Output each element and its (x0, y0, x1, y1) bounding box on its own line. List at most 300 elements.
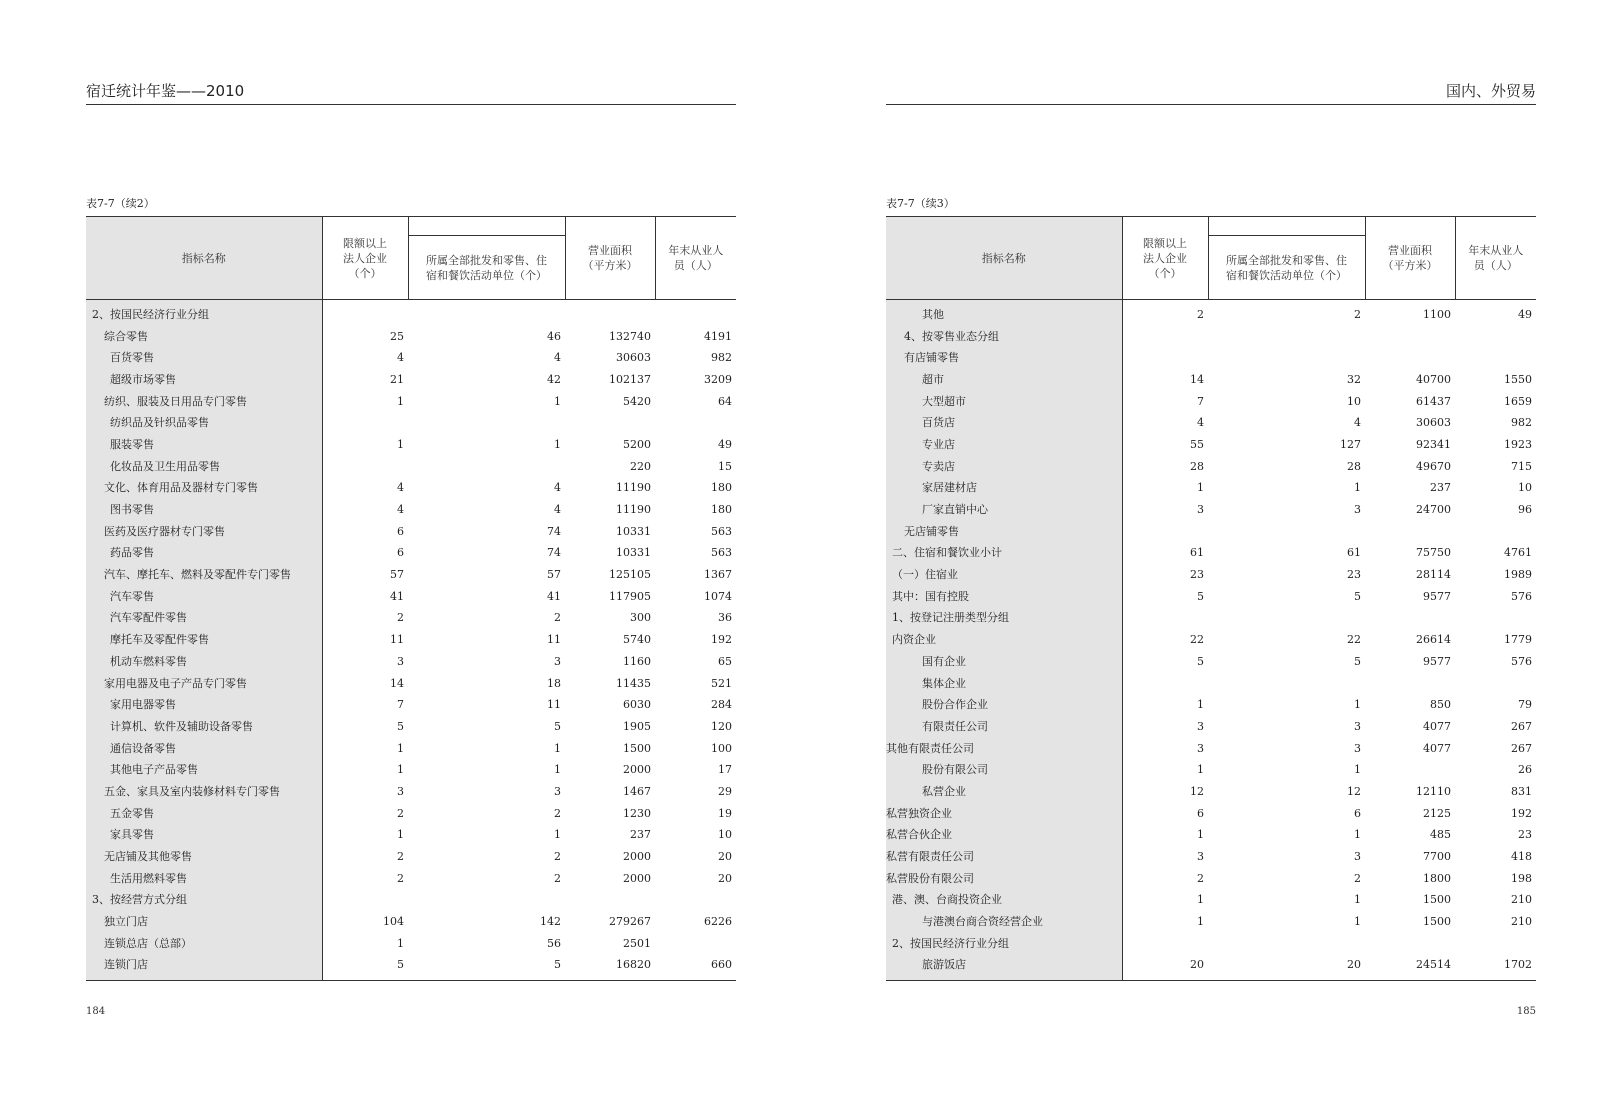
table-row (86, 868, 736, 890)
table-row (886, 391, 1536, 413)
table-row (86, 456, 736, 478)
business-area-value: 6030 (623, 698, 651, 712)
employees-value: 192 (711, 633, 732, 647)
table-row (886, 716, 1536, 738)
limit-above-value: 3 (397, 654, 404, 668)
limit-above-value: 1 (397, 741, 404, 755)
limit-above-value (322, 300, 408, 326)
business-area-value (1365, 673, 1455, 695)
table-row (886, 781, 1536, 803)
business-area-value: 12110 (1416, 784, 1451, 798)
limit-above-value: 55 (1190, 437, 1204, 451)
row-name: 服装零售 (86, 434, 322, 456)
header-employees: 年末从业人 员（人） (655, 217, 736, 300)
row-name: 纺织、服装及日用品专门零售 (86, 391, 322, 413)
table-row (886, 521, 1536, 543)
employees-value: 418 (1511, 850, 1532, 864)
limit-above-value (1122, 933, 1208, 955)
limit-above-value (1122, 326, 1208, 348)
business-area-value: 220 (630, 459, 651, 473)
business-area-value: 10331 (616, 546, 651, 560)
employees-value: 576 (1511, 589, 1532, 603)
employees-value: 49 (1518, 307, 1532, 321)
business-area-value: 102137 (609, 372, 651, 386)
running-head (86, 84, 736, 105)
employees-value: 180 (711, 481, 732, 495)
chapter-title: 国内、外贸易 (1445, 82, 1536, 100)
table-row (86, 300, 736, 326)
activity-units-value: 4 (1354, 416, 1361, 430)
row-name: 股份合作企业 (886, 694, 1122, 716)
employees-value (1455, 608, 1536, 630)
limit-above-value: 2 (1197, 307, 1204, 321)
activity-units-value: 2 (554, 871, 561, 885)
employees-value: 20 (718, 871, 732, 885)
table-body (86, 300, 736, 981)
employees-value: 982 (1511, 416, 1532, 430)
row-name: 纺织品及针织品零售 (86, 412, 322, 434)
table-caption: 表7-7（续2） (86, 197, 155, 210)
business-area-value: 24514 (1416, 958, 1451, 972)
table-row (86, 326, 736, 348)
table-row (86, 586, 736, 608)
table-row (86, 738, 736, 760)
employees-value: 267 (1511, 719, 1532, 733)
employees-value: 1779 (1504, 633, 1532, 647)
activity-units-value: 5 (1354, 589, 1361, 603)
table-row (886, 868, 1536, 890)
activity-units-value: 3 (1354, 741, 1361, 755)
row-name: 汽车零配件零售 (86, 608, 322, 630)
employees-value: 1702 (1504, 958, 1532, 972)
table-row (886, 955, 1536, 981)
employees-value: 10 (718, 828, 732, 842)
limit-above-value: 7 (397, 698, 404, 712)
business-area-value (565, 412, 655, 434)
row-name: 五金零售 (86, 803, 322, 825)
business-area-value: 5420 (623, 394, 651, 408)
table-row (86, 629, 736, 651)
activity-units-value: 5 (1354, 654, 1361, 668)
left-page (86, 0, 736, 1099)
page-number: 184 (86, 1006, 106, 1017)
limit-above-value (322, 890, 408, 912)
limit-above-value: 1 (397, 437, 404, 451)
header-indicator-name: 指标名称 (86, 217, 322, 300)
activity-units-value (408, 890, 565, 912)
activity-units-value: 11 (547, 633, 561, 647)
row-name: 4、按零售业态分组 (886, 326, 1122, 348)
business-area-value: 24700 (1416, 503, 1451, 517)
business-area-value: 16820 (616, 958, 651, 972)
business-area-value (1365, 347, 1455, 369)
business-area-value: 132740 (609, 329, 651, 343)
row-name: 专卖店 (886, 456, 1122, 478)
limit-above-value: 3 (397, 784, 404, 798)
business-area-value: 28114 (1416, 568, 1451, 582)
activity-units-value: 3 (554, 784, 561, 798)
activity-units-value: 1 (1354, 763, 1361, 777)
employees-value: 192 (1511, 806, 1532, 820)
limit-above-value: 3 (1197, 850, 1204, 864)
business-area-value: 125105 (609, 568, 651, 582)
activity-units-value: 57 (547, 568, 561, 582)
activity-units-value: 3 (554, 654, 561, 668)
activity-units-value: 2 (554, 850, 561, 864)
limit-above-value: 22 (1190, 633, 1204, 647)
limit-above-value: 4 (1197, 416, 1204, 430)
table-row (86, 499, 736, 521)
table-row (86, 391, 736, 413)
employees-value: 210 (1511, 915, 1532, 929)
business-area-value: 7700 (1423, 850, 1451, 864)
row-name: 文化、体育用品及器材专门零售 (86, 478, 322, 500)
row-name: 集体企业 (886, 673, 1122, 695)
row-name: 百货店 (886, 412, 1122, 434)
limit-above-value: 104 (383, 915, 404, 929)
activity-units-value (1208, 608, 1365, 630)
employees-value: 10 (1518, 481, 1532, 495)
employees-value: 36 (718, 611, 732, 625)
header-employees: 年末从业人 员（人） (1455, 217, 1536, 300)
table-row (886, 543, 1536, 565)
employees-value (1455, 521, 1536, 543)
activity-units-value: 20 (1347, 958, 1361, 972)
limit-above-value: 3 (1197, 741, 1204, 755)
row-name: 1、按登记注册类型分组 (886, 608, 1122, 630)
business-area-value: 9577 (1423, 654, 1451, 668)
statistics-table (86, 216, 736, 981)
limit-above-value: 28 (1190, 459, 1204, 473)
business-area-value (1365, 759, 1455, 781)
employees-value: 1550 (1504, 372, 1532, 386)
limit-above-value: 21 (390, 372, 404, 386)
business-area-value: 2000 (623, 763, 651, 777)
limit-above-value: 4 (397, 481, 404, 495)
employees-value: 4191 (704, 329, 732, 343)
limit-above-value: 12 (1190, 784, 1204, 798)
row-name: 内资企业 (886, 629, 1122, 651)
row-name: 其中：国有控股 (886, 586, 1122, 608)
business-area-value: 11190 (616, 503, 651, 517)
header-indicator-name: 指标名称 (886, 217, 1122, 300)
row-name: 独立门店 (86, 911, 322, 933)
activity-units-value: 10 (1347, 394, 1361, 408)
table-row (86, 608, 736, 630)
activity-units-value: 41 (547, 589, 561, 603)
limit-above-value: 11 (390, 633, 404, 647)
activity-units-value: 3 (1354, 850, 1361, 864)
business-area-value: 5200 (623, 437, 651, 451)
employees-value: 563 (711, 546, 732, 560)
employees-value (1455, 933, 1536, 955)
header-activity-units: 所属全部批发和零售、住 宿和餐饮活动单位（个） (1208, 236, 1365, 300)
row-name: 连锁总店（总部） (86, 933, 322, 955)
activity-units-value: 1 (554, 394, 561, 408)
row-name: 无店铺及其他零售 (86, 846, 322, 868)
row-name: 其他 (886, 300, 1122, 326)
limit-above-value: 20 (1190, 958, 1204, 972)
employees-value: 17 (718, 763, 732, 777)
business-area-value: 279267 (609, 915, 651, 929)
employees-value: 15 (718, 459, 732, 473)
row-name: 大型超市 (886, 391, 1122, 413)
table-row (886, 347, 1536, 369)
table-row (886, 369, 1536, 391)
employees-value: 4761 (1504, 546, 1532, 560)
activity-units-value: 4 (554, 351, 561, 365)
activity-units-value: 12 (1347, 784, 1361, 798)
business-area-value: 485 (1430, 828, 1451, 842)
business-area-value: 4077 (1423, 741, 1451, 755)
business-area-value: 9577 (1423, 589, 1451, 603)
activity-units-value: 2 (1354, 871, 1361, 885)
row-name: 超市 (886, 369, 1122, 391)
employees-value (1455, 673, 1536, 695)
employees-value (655, 933, 736, 955)
business-area-value: 237 (630, 828, 651, 842)
employees-value: 79 (1518, 698, 1532, 712)
limit-above-value: 14 (1190, 372, 1204, 386)
activity-units-value: 1 (1354, 828, 1361, 842)
employees-value: 49 (718, 437, 732, 451)
table-row (86, 369, 736, 391)
limit-above-value (322, 412, 408, 434)
limit-above-value: 3 (1197, 719, 1204, 733)
limit-above-value: 5 (1197, 589, 1204, 603)
activity-units-value: 32 (1347, 372, 1361, 386)
row-name: 计算机、软件及辅助设备零售 (86, 716, 322, 738)
table-row (886, 759, 1536, 781)
table-row (886, 694, 1536, 716)
header-activity-units: 所属全部批发和零售、住 宿和餐饮活动单位（个） (408, 236, 565, 300)
employees-value: 96 (1518, 503, 1532, 517)
employees-value: 26 (1518, 763, 1532, 777)
table-row (86, 521, 736, 543)
employees-value: 715 (1511, 459, 1532, 473)
limit-above-value: 2 (397, 871, 404, 885)
limit-above-value: 2 (397, 850, 404, 864)
table-row (86, 412, 736, 434)
header-limit-above-enterprises: 限额以上 法人企业 （个） (322, 217, 408, 300)
business-area-value: 1500 (623, 741, 651, 755)
table-row (886, 673, 1536, 695)
employees-value (655, 890, 736, 912)
row-name: 厂家直销中心 (886, 499, 1122, 521)
business-area-value: 237 (1430, 481, 1451, 495)
table-row (86, 543, 736, 565)
activity-units-value: 42 (547, 372, 561, 386)
row-name: 家具零售 (86, 825, 322, 847)
employees-value: 120 (711, 719, 732, 733)
activity-units-value: 2 (554, 611, 561, 625)
limit-above-value: 1 (1197, 481, 1204, 495)
table-row (886, 499, 1536, 521)
employees-value: 6226 (704, 915, 732, 929)
activity-units-value: 1 (1354, 481, 1361, 495)
business-area-value: 40700 (1416, 372, 1451, 386)
employees-value: 198 (1511, 871, 1532, 885)
business-area-value (1365, 521, 1455, 543)
limit-above-value: 7 (1197, 394, 1204, 408)
table-row (86, 673, 736, 695)
employees-value: 563 (711, 524, 732, 538)
limit-above-value (1122, 673, 1208, 695)
table-row (86, 846, 736, 868)
header-business-area: 营业面积 （平方米） (1365, 217, 1455, 300)
row-name: 汽车、摩托车、燃料及零配件专门零售 (86, 564, 322, 586)
business-area-value: 11435 (616, 676, 651, 690)
activity-units-value (408, 456, 565, 478)
business-area-value: 2501 (623, 936, 651, 950)
business-area-value: 30603 (616, 351, 651, 365)
limit-above-value: 1 (1197, 698, 1204, 712)
business-area-value: 2000 (623, 871, 651, 885)
business-area-value (565, 300, 655, 326)
running-head (886, 84, 1536, 105)
employees-value: 982 (711, 351, 732, 365)
limit-above-value: 1 (397, 394, 404, 408)
business-area-value (1365, 933, 1455, 955)
row-name: 家居建材店 (886, 478, 1122, 500)
limit-above-value: 14 (390, 676, 404, 690)
row-name: 股份有限公司 (886, 759, 1122, 781)
limit-above-value: 1 (1197, 828, 1204, 842)
limit-above-value: 57 (390, 568, 404, 582)
activity-units-value: 46 (547, 329, 561, 343)
business-area-value (1365, 326, 1455, 348)
row-name: 与港澳台商合资经营企业 (886, 911, 1122, 933)
limit-above-value (1122, 608, 1208, 630)
activity-units-value: 3 (1354, 719, 1361, 733)
employees-value (655, 412, 736, 434)
activity-units-value: 61 (1347, 546, 1361, 560)
activity-units-value: 23 (1347, 568, 1361, 582)
limit-above-value: 25 (390, 329, 404, 343)
table-row (86, 694, 736, 716)
row-name: 其他电子产品零售 (86, 759, 322, 781)
business-area-value: 1800 (1423, 871, 1451, 885)
row-name: 图书零售 (86, 499, 322, 521)
page-number: 185 (1516, 1006, 1536, 1017)
limit-above-value: 23 (1190, 568, 1204, 582)
business-area-value: 1905 (623, 719, 651, 733)
limit-above-value: 41 (390, 589, 404, 603)
employees-value (655, 300, 736, 326)
table-row (886, 434, 1536, 456)
row-name: 专业店 (886, 434, 1122, 456)
row-name: 百货零售 (86, 347, 322, 369)
activity-units-value: 5 (554, 958, 561, 972)
employees-value: 1989 (1504, 568, 1532, 582)
activity-units-value: 5 (554, 719, 561, 733)
employees-value: 660 (711, 958, 732, 972)
row-name: 国有企业 (886, 651, 1122, 673)
activity-units-value (1208, 326, 1365, 348)
business-area-value: 11190 (616, 481, 651, 495)
activity-units-value (1208, 673, 1365, 695)
table-row (886, 608, 1536, 630)
limit-above-value: 2 (1197, 871, 1204, 885)
table-row (86, 651, 736, 673)
employees-value: 19 (718, 806, 732, 820)
employees-value: 64 (718, 394, 732, 408)
row-name: 医药及医疗器材专门零售 (86, 521, 322, 543)
table-row (86, 911, 736, 933)
activity-units-value: 2 (1354, 307, 1361, 321)
table-body (886, 300, 1536, 981)
limit-above-value: 6 (397, 524, 404, 538)
table-row (86, 478, 736, 500)
employees-value: 1074 (704, 589, 732, 603)
table-row (886, 326, 1536, 348)
employees-value: 210 (1511, 893, 1532, 907)
activity-units-value: 127 (1340, 437, 1361, 451)
business-area-value: 1100 (1423, 307, 1451, 321)
table-row (86, 803, 736, 825)
activity-units-value: 4 (554, 481, 561, 495)
business-area-value: 26614 (1416, 633, 1451, 647)
row-name: 私营有限责任公司 (886, 846, 1122, 868)
business-area-value: 850 (1430, 698, 1451, 712)
employees-value (1455, 347, 1536, 369)
business-area-value: 1230 (623, 806, 651, 820)
row-name: 连锁门店 (86, 955, 322, 981)
table-row (886, 412, 1536, 434)
right-page (886, 0, 1536, 1099)
limit-above-value: 2 (397, 611, 404, 625)
activity-units-value (408, 412, 565, 434)
activity-units-value: 1 (1354, 893, 1361, 907)
row-name: 汽车零售 (86, 586, 322, 608)
employees-value: 29 (718, 784, 732, 798)
employees-value: 1923 (1504, 437, 1532, 451)
activity-units-value: 74 (547, 524, 561, 538)
row-name: 综合零售 (86, 326, 322, 348)
business-area-value: 2000 (623, 850, 651, 864)
activity-units-value: 4 (554, 503, 561, 517)
row-name: 药品零售 (86, 543, 322, 565)
limit-above-value: 2 (397, 806, 404, 820)
table-row (886, 300, 1536, 326)
activity-units-value: 28 (1347, 459, 1361, 473)
limit-above-value (1122, 521, 1208, 543)
employees-value: 267 (1511, 741, 1532, 755)
table-row (886, 825, 1536, 847)
row-name: 私营独资企业 (886, 803, 1122, 825)
employees-value: 521 (711, 676, 732, 690)
limit-above-value (1122, 347, 1208, 369)
limit-above-value (322, 456, 408, 478)
row-name: 旅游饭店 (886, 955, 1122, 981)
limit-above-value: 5 (1197, 654, 1204, 668)
activity-units-value: 56 (547, 936, 561, 950)
row-name: 机动车燃料零售 (86, 651, 322, 673)
activity-units-value: 1 (554, 828, 561, 842)
row-name: 摩托车及零配件零售 (86, 629, 322, 651)
business-area-value: 300 (630, 611, 651, 625)
table-row (886, 846, 1536, 868)
activity-units-value (1208, 347, 1365, 369)
table-row (886, 456, 1536, 478)
activity-units-value (408, 300, 565, 326)
limit-above-value: 1 (397, 828, 404, 842)
row-name: 生活用燃料零售 (86, 868, 322, 890)
limit-above-value: 1 (397, 763, 404, 777)
activity-units-value: 142 (540, 915, 561, 929)
statistics-table (886, 216, 1536, 981)
activity-units-value: 1 (1354, 698, 1361, 712)
